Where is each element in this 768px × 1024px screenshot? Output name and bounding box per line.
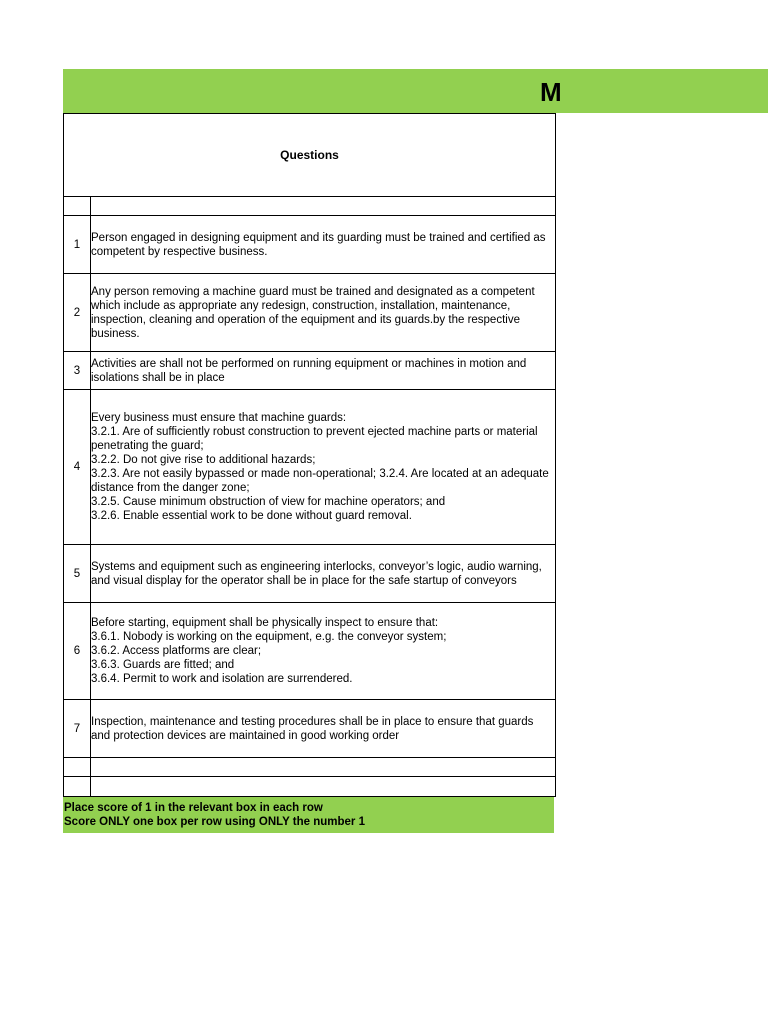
- question-text: Systems and equipment such as engineering interlocks, conveyor’s logic, audio warning, and visual display for the operator shall be in place for the safe startup of conveyors: [91, 560, 542, 587]
- row-number-cell[interactable]: [64, 274, 91, 352]
- blank-row: [64, 777, 556, 797]
- instructions-footer: [63, 797, 554, 833]
- question-row-5: [64, 545, 556, 603]
- blank-num-cell[interactable]: [64, 758, 91, 777]
- row-number-cell[interactable]: [64, 352, 91, 390]
- questions-table: [63, 113, 556, 797]
- question-text: Every business must ensure that machine guards: 3.2.1. Are of sufficiently robust construction to prevent ejected machine parts or material penetrating the guard; 3.2.2. Do not give rise to additional hazards; 3.2.3. Are not easily bypassed or made non-operational; 3.2.4. Are located at an adequate distance from the danger zone; 3.2.5. Cause minimum obstruction of view for machine operators; and 3.2.6. Enable essential work to be done without guard removal.: [91, 412, 549, 522]
- row-number-cell[interactable]: [64, 700, 91, 758]
- title-bar: [63, 69, 768, 113]
- question-cell[interactable]: [91, 216, 556, 274]
- row-number: 5: [73, 567, 81, 580]
- row-number-cell[interactable]: [64, 216, 91, 274]
- blank-num-cell[interactable]: [64, 777, 91, 797]
- instruction-line-1: Place score of 1 in the relevant box in each row: [64, 802, 323, 814]
- blank-row: [64, 758, 556, 777]
- question-row-6: [64, 603, 556, 700]
- question-row-3: [64, 352, 556, 390]
- questions-header-cell[interactable]: [64, 114, 556, 197]
- blank-question-cell[interactable]: [91, 777, 556, 797]
- question-text: Inspection, maintenance and testing procedures shall be in place to ensure that guards and protection devices are maintained in good working order: [91, 715, 534, 742]
- blank-question-cell[interactable]: [91, 197, 556, 216]
- question-row-1: [64, 216, 556, 274]
- questions-header: Questions: [280, 148, 339, 162]
- question-cell[interactable]: [91, 545, 556, 603]
- question-cell[interactable]: [91, 352, 556, 390]
- question-row-4: [64, 390, 556, 545]
- question-cell[interactable]: [91, 700, 556, 758]
- blank-question-cell[interactable]: [91, 758, 556, 777]
- question-cell[interactable]: [91, 603, 556, 700]
- row-number: 6: [73, 645, 81, 657]
- question-text: Activities are shall not be performed on running equipment or machines in motion and isolations shall be in place: [91, 357, 527, 384]
- question-text: Person engaged in designing equipment and its guarding must be trained and certified as competent by respective business.: [91, 231, 546, 258]
- header-row: [64, 114, 556, 197]
- row-number-cell[interactable]: [64, 390, 91, 545]
- sheet-title: M: [540, 77, 562, 107]
- question-text: Before starting, equipment shall be physically inspect to ensure that: 3.6.1. Nobody is working on the equipment, e.g. the conveyor system; 3.6.2. Access platforms are clear; 3.6.3. Guards are fitted; and 3.6.4. Permit to work and isolation are surrendered.: [91, 617, 447, 685]
- row-number: 4: [73, 461, 81, 473]
- blank-num-cell[interactable]: [64, 197, 91, 216]
- row-number-cell[interactable]: [64, 603, 91, 700]
- question-text: Any person removing a machine guard must be trained and designated as a competent which include as appropriate any redesign, construction, installation, maintenance, inspection, cleaning and operation of the equipment and its guards.by the respective business.: [91, 285, 535, 340]
- row-number: 1: [73, 238, 81, 251]
- row-number-cell[interactable]: [64, 545, 91, 603]
- row-number: 2: [73, 306, 81, 319]
- blank-row: [64, 197, 556, 216]
- row-number: 7: [73, 722, 81, 735]
- row-number: 3: [73, 364, 81, 377]
- instruction-line-2: Score ONLY one box per row using ONLY the number 1: [64, 816, 365, 828]
- question-cell[interactable]: [91, 274, 556, 352]
- question-row-2: [64, 274, 556, 352]
- question-row-7: [64, 700, 556, 758]
- question-cell[interactable]: [91, 390, 556, 545]
